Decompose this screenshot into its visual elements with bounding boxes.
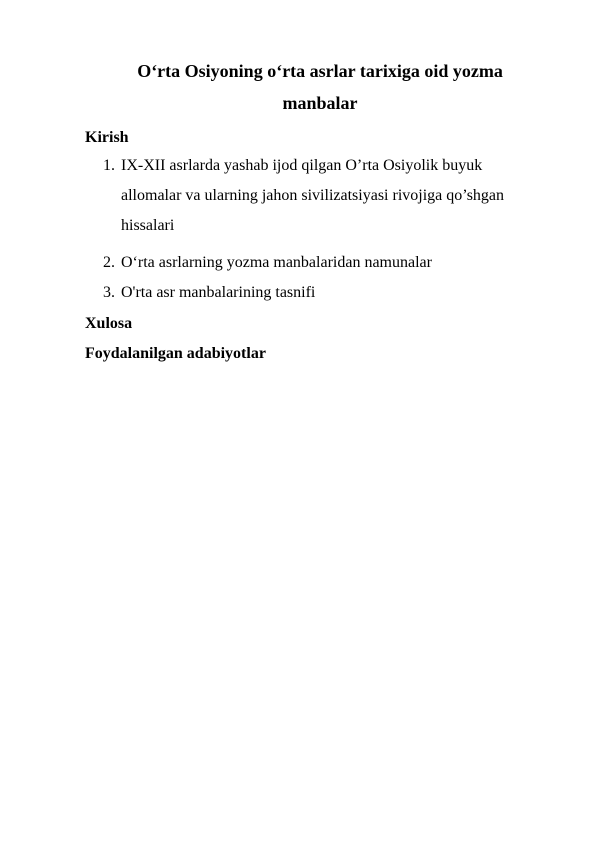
list-item	[103, 248, 543, 278]
list-item-text: O‘rta asrlarning yozma manbalaridan namunalar	[121, 254, 432, 271]
list-item-number: 3.	[103, 284, 115, 301]
section-heading-intro: Kirish	[85, 129, 129, 146]
document-title-line-2: manbalar	[282, 93, 358, 113]
document-title-line-1: O‘rta Osiyoning o‘rta asrlar tarixiga oid yozma	[137, 61, 503, 81]
list-item-text: IX-XII asrlarda yashab ijod qilgan O’rta Osiyolik buyuk allomalar va ularning jahon sivilizatsiyasi rivojiga qo’shgan hissalari	[121, 157, 505, 234]
list-item-number: 2.	[103, 254, 115, 271]
section-heading-conclusion: Xulosa	[85, 315, 133, 332]
list-item-text: O'rta asr manbalarining tasnifi	[121, 284, 316, 301]
list-item-number: 1.	[103, 157, 115, 174]
list-item	[103, 151, 543, 241]
section-heading-references: Foydalanilgan adabiyotlar	[85, 345, 266, 362]
list-item	[103, 278, 543, 308]
